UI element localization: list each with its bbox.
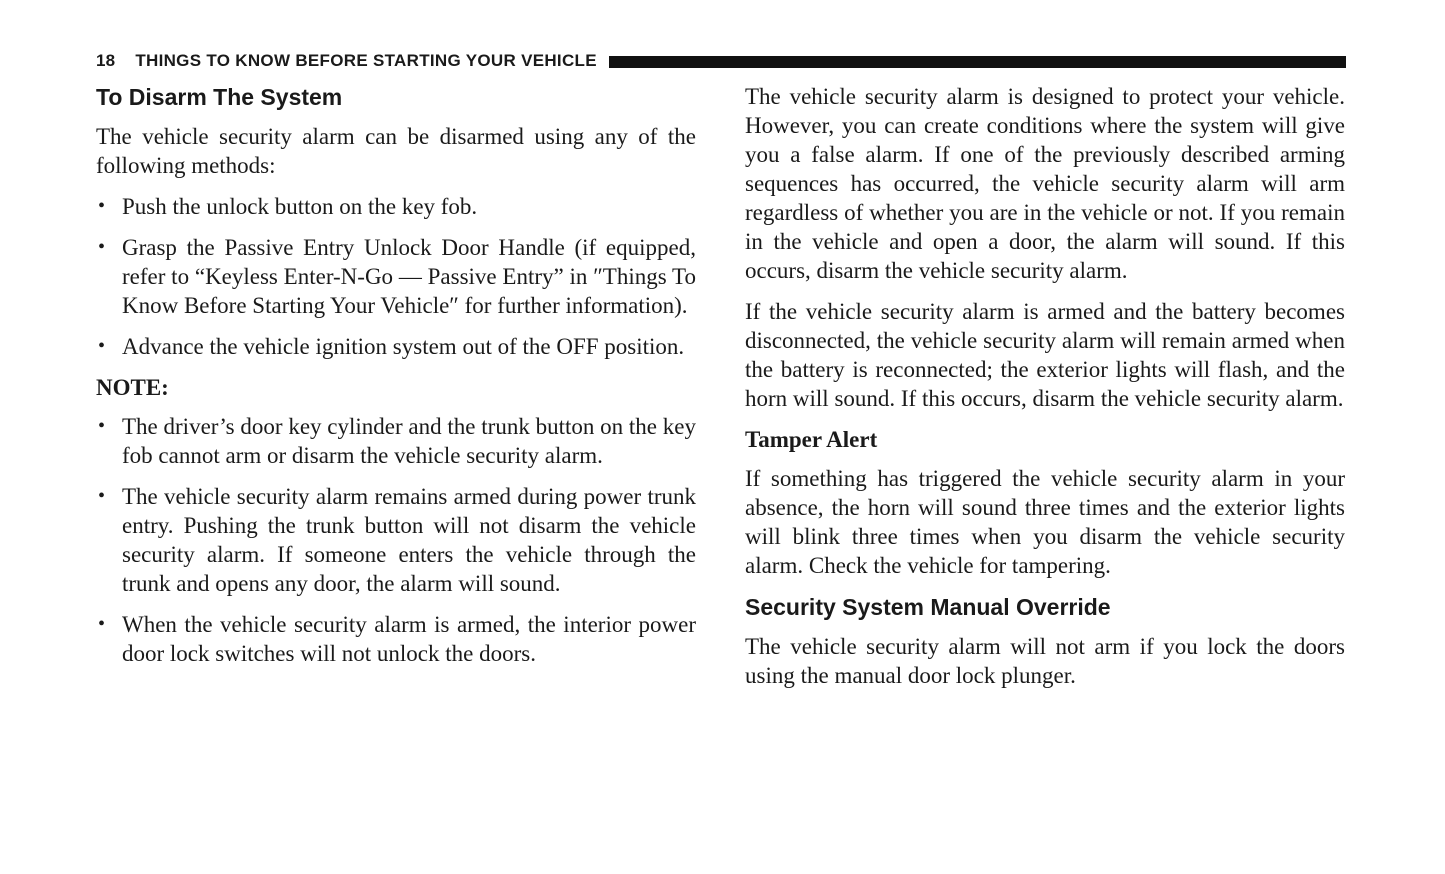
left-column bbox=[96, 82, 696, 680]
note-label: NOTE: bbox=[96, 375, 169, 400]
disarm-heading: To Disarm The System bbox=[96, 84, 343, 110]
list-item: • The driver’s door key cylinder and the trunk button on the key fob cannot arm or disarm the vehicle security alarm. bbox=[98, 414, 696, 468]
header-rule bbox=[609, 56, 1346, 68]
manual-override-text: The vehicle security alarm will not arm if you lock the doors using the manual door lock plunger. bbox=[745, 634, 1345, 688]
right-column bbox=[745, 82, 1345, 702]
bullet-icon: • bbox=[98, 236, 106, 258]
false-alarm-paragraph: The vehicle security alarm is designed to protect your vehicle. However, you can create conditions where the system will give you a false alarm. If one of the previously described arming sequences has occurred, the vehicle security alarm will arm regardless of whether you are in the vehicle or not. If you remain in the vehicle and open a door, the alarm will sound. If this occurs, disarm the vehicle security alarm. bbox=[745, 84, 1345, 283]
bullet-icon: • bbox=[98, 335, 106, 357]
disarm-methods-list bbox=[96, 192, 696, 361]
tamper-alert-text: If something has triggered the vehicle security alarm in your absence, the horn will sound three times and the exterior lights will blink three times when you disarm the vehicle security alarm. Check the vehicle for tampering. bbox=[745, 466, 1345, 578]
list-item: • Push the unlock button on the key fob. bbox=[98, 194, 478, 219]
battery-paragraph: If the vehicle security alarm is armed and the battery becomes disconnected, the vehicle security alarm will remain armed when the battery is reconnected; the exterior lights will flash, and the horn will sound. If this occurs, disarm the vehicle security alarm. bbox=[745, 299, 1345, 411]
bullet-icon: • bbox=[98, 415, 106, 437]
notes-list bbox=[96, 412, 696, 668]
bullet-icon: • bbox=[98, 195, 106, 217]
bullet-icon: • bbox=[98, 485, 106, 507]
page-header bbox=[96, 50, 1346, 72]
manual-override-heading: Security System Manual Override bbox=[745, 594, 1111, 620]
bullet-icon: • bbox=[98, 613, 106, 635]
list-item: • When the vehicle security alarm is armed, the interior power door lock switches will not unlock the doors. bbox=[98, 612, 696, 666]
page-number: 18 bbox=[96, 51, 116, 70]
list-item: • Advance the vehicle ignition system out of the OFF position. bbox=[98, 334, 685, 359]
running-title: THINGS TO KNOW BEFORE STARTING YOUR VEHICLE bbox=[135, 51, 597, 70]
list-item: • The vehicle security alarm remains armed during power trunk entry. Pushing the trunk button will not disarm the vehicle security alarm. If someone enters the vehicle through the trunk and opens any door, the alarm will sound. bbox=[98, 484, 696, 596]
list-item: • Grasp the Passive Entry Unlock Door Handle (if equipped, refer to “Keyless Enter-N-Go — Passive Entry” in ″Things To Know Before Starting Your Vehicle″ for further information). bbox=[98, 235, 696, 318]
tamper-alert-heading: Tamper Alert bbox=[745, 427, 878, 452]
disarm-intro: The vehicle security alarm can be disarmed using any of the following methods: bbox=[96, 124, 696, 178]
